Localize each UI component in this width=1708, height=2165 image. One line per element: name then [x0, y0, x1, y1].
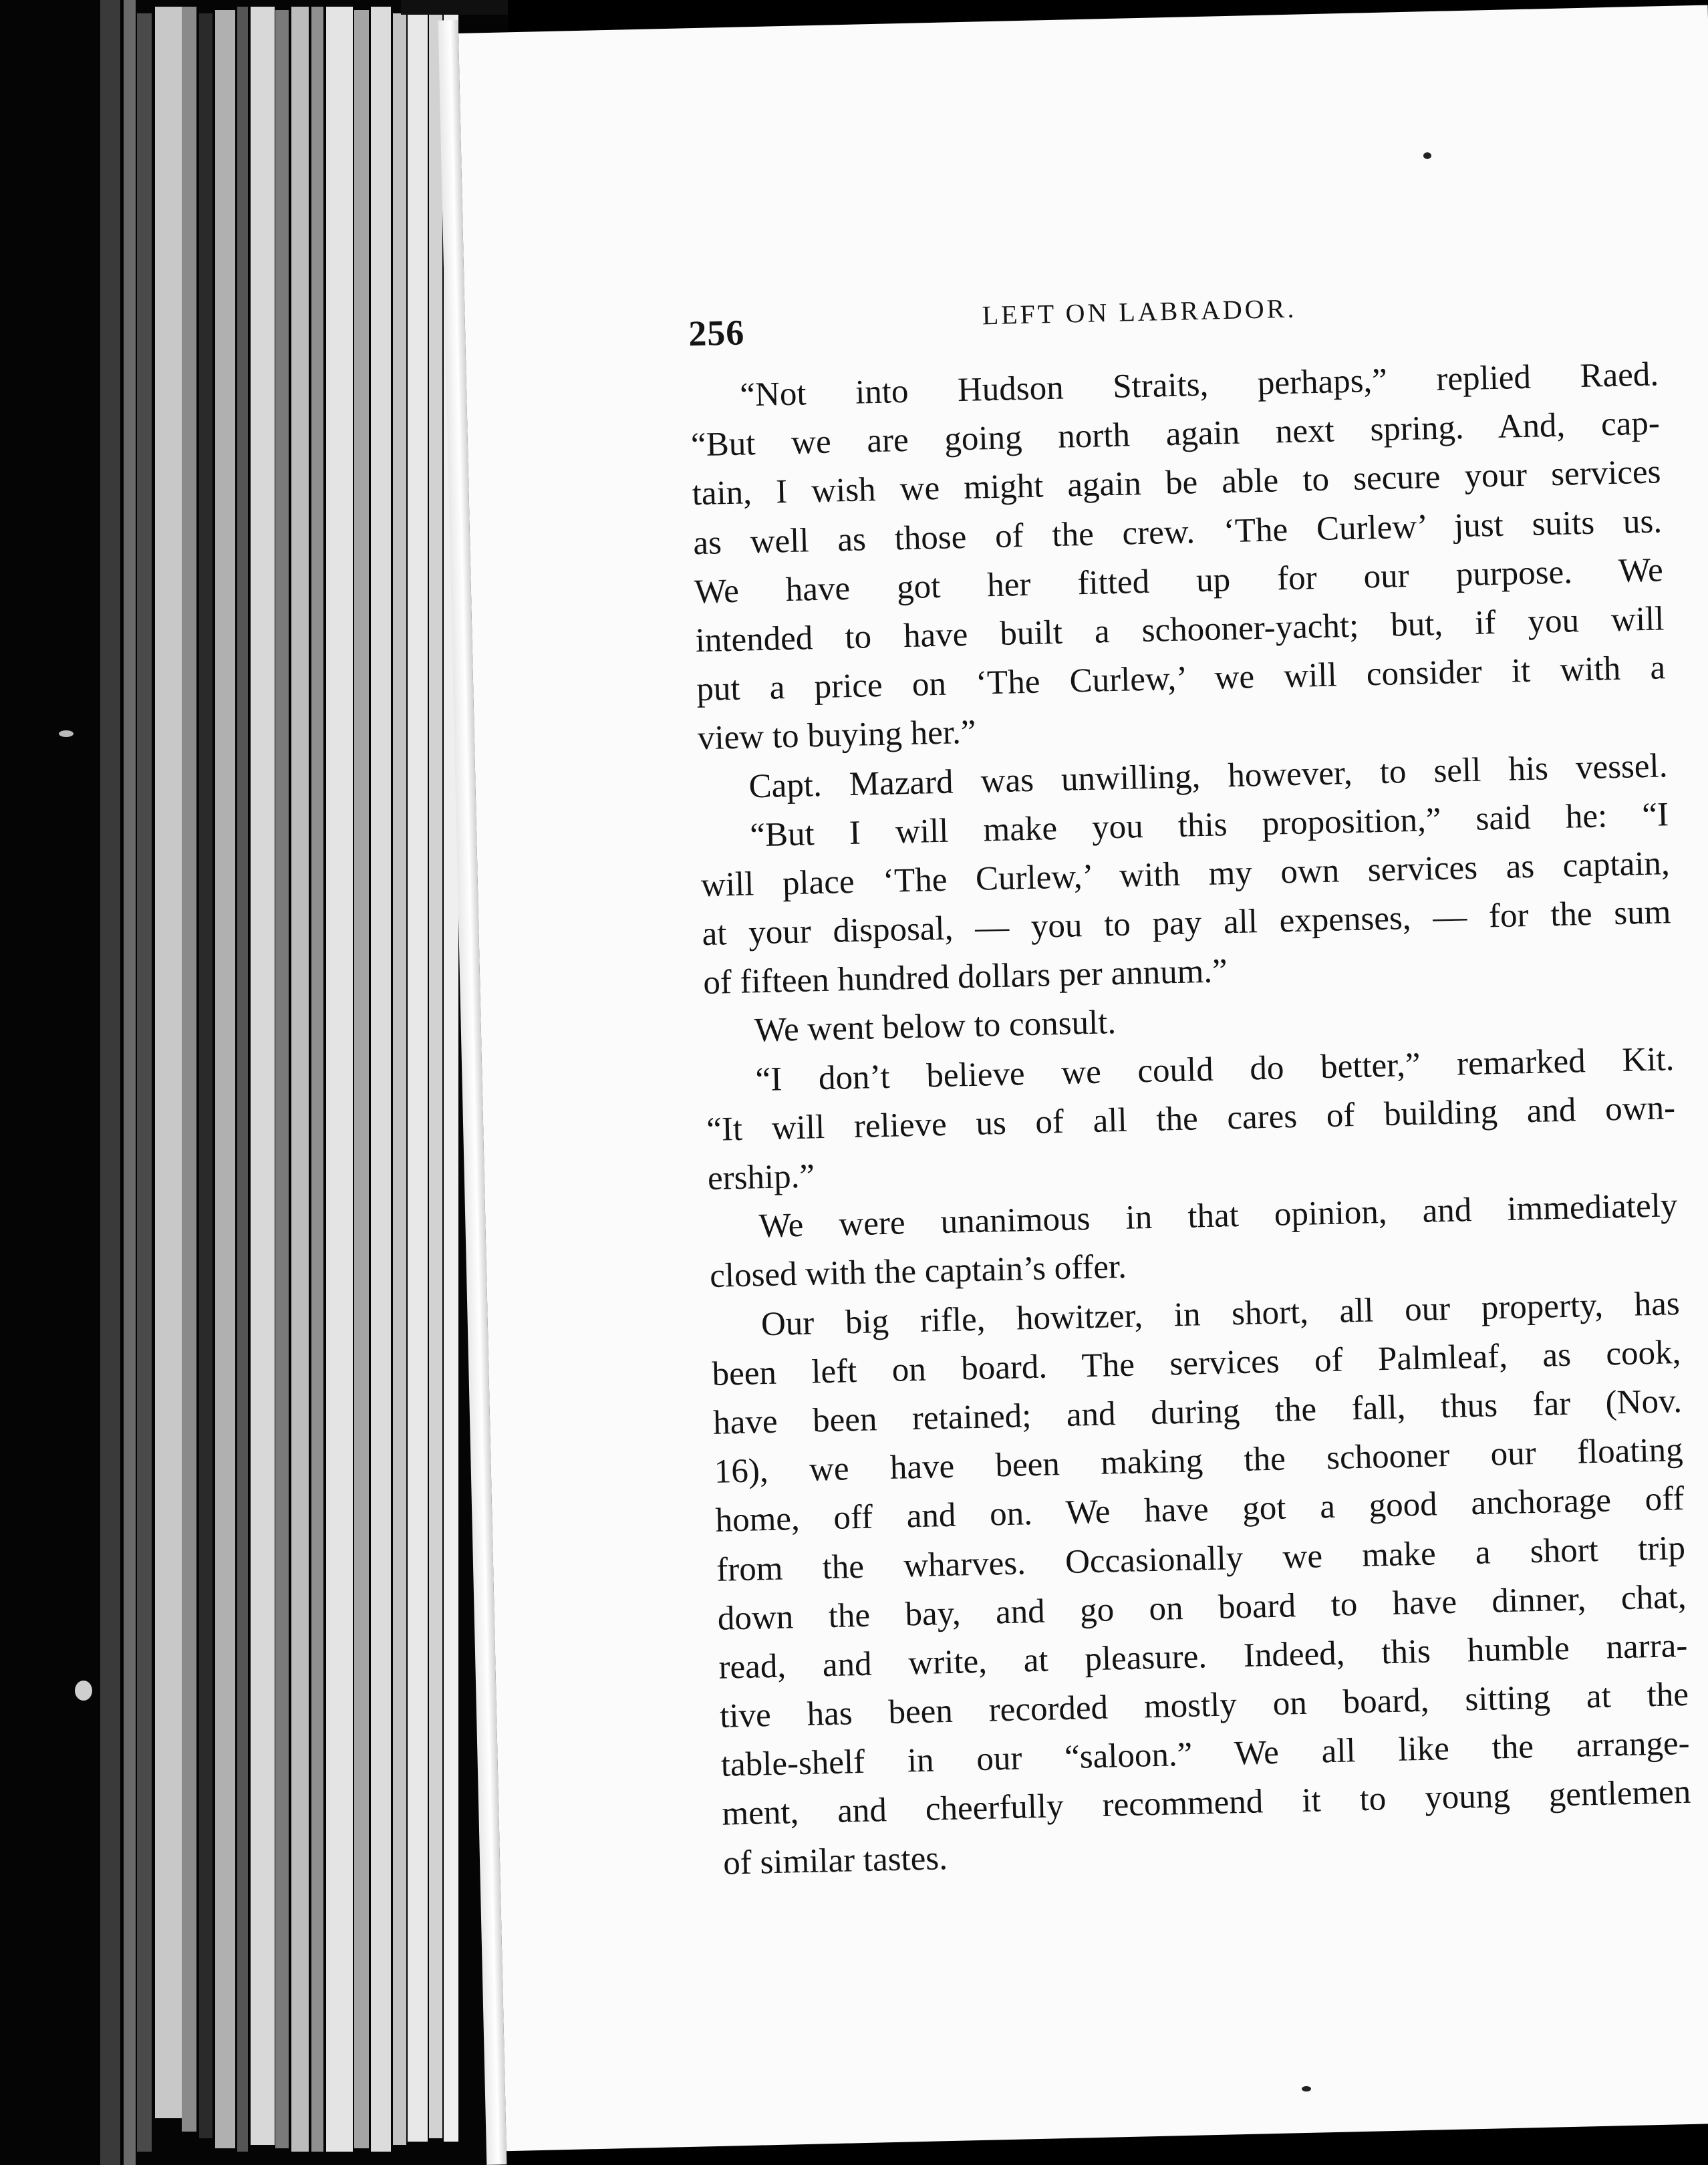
scan-speck	[75, 1681, 92, 1701]
text-line: from the wharves. Occasionally we make a short trip	[716, 1529, 1686, 1589]
text-line: ership.”	[707, 1157, 815, 1197]
running-title: LEFT ON LABRADOR.	[982, 293, 1297, 331]
text-line: tain, I wish we might again be able to secure your services	[692, 453, 1661, 513]
text-line: put a price on ‘The Curlew,’ we will consider it with a	[696, 649, 1666, 709]
text-line: “Not into Hudson Straits, perhaps,” replied Raed.	[739, 355, 1659, 414]
text-line: have been retained; and during the fall, thus far (Nov.	[712, 1382, 1683, 1442]
scan-speck	[1423, 152, 1431, 159]
text-line: 16), we have been making the schooner our floating	[714, 1431, 1684, 1491]
text-line: tive has been recorded mostly on board, sitting at the	[719, 1675, 1689, 1735]
text-line: “It will relieve us of all the cares of building and own-	[706, 1089, 1676, 1149]
text-line: home, off and on. We have got a good anchorage off	[714, 1480, 1685, 1540]
body-text	[690, 350, 1693, 1888]
text-line: “But we are going north again next spring. And, cap-	[690, 404, 1661, 464]
text-line: “I don’t believe we could do better,” remarked Kit.	[755, 1040, 1675, 1099]
running-head	[688, 284, 1657, 359]
text-line: ment, and cheerfully recommend it to young gentlemen	[721, 1773, 1691, 1834]
text-line: Our big rifle, howitzer, in short, all our property, has	[760, 1284, 1681, 1343]
text-line: of fifteen hundred dollars per annum.”	[702, 952, 1228, 1002]
text-line: read, and write, at pleasure. Indeed, this humble narra-	[718, 1626, 1688, 1687]
text-line: We went below to consult.	[754, 1004, 1117, 1050]
text-line: will place ‘The Curlew,’ with my own services as captain,	[700, 845, 1671, 904]
book-page	[458, 5, 1708, 2152]
text-line: We have got her fitted up for our purpose. We	[694, 551, 1664, 611]
text-line: We were unanimous in that opinion, and immediately	[758, 1187, 1678, 1246]
text-line: as well as those of the crew. ‘The Curlew’ just suits us.	[692, 502, 1663, 562]
text-line: view to buying her.”	[697, 714, 976, 758]
text-line: of similar tastes.	[722, 1839, 948, 1882]
page-edges-stack	[0, 0, 508, 2165]
text-line: at your disposal, — you to pay all expenses, — for the sum	[702, 893, 1671, 954]
text-line: “But I will make you this proposition,” said he: “I	[749, 795, 1669, 855]
text-line: down the bay, and go on board to have dinner, chat,	[717, 1578, 1687, 1638]
scan-speck	[59, 730, 74, 737]
page-number: 256	[688, 312, 745, 354]
scan-speck	[1302, 2086, 1311, 2091]
text-line: intended to have built a schooner-yacht; but, if you will	[695, 600, 1665, 660]
text-line: been left on board. The services of Palmleaf, as cook,	[711, 1333, 1681, 1393]
text-line: Capt. Mazard was unwilling, however, to sell his vessel.	[748, 746, 1668, 805]
text-line: table-shelf in our “saloon.” We all like the arrange-	[720, 1725, 1691, 1784]
text-line: closed with the captain’s offer.	[709, 1248, 1127, 1296]
